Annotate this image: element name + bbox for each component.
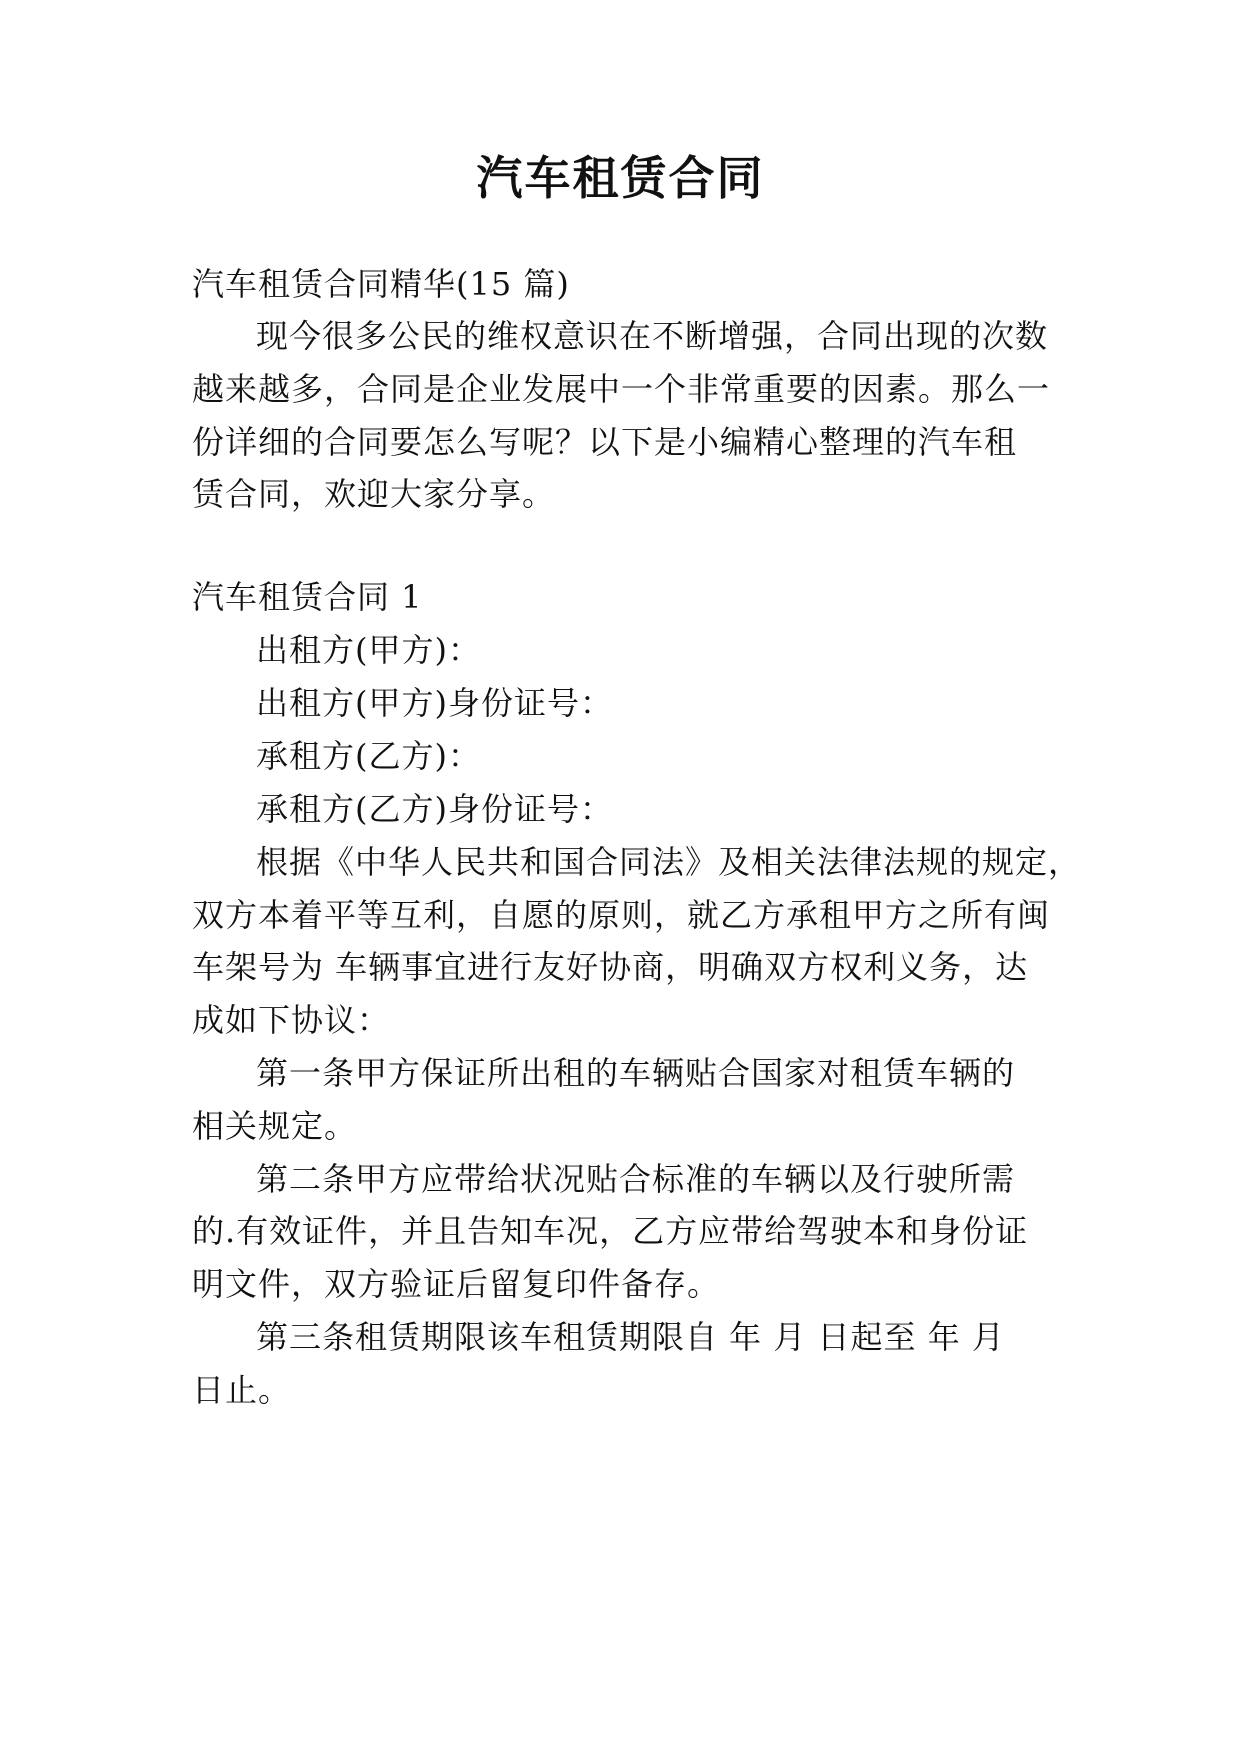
basis-line-2: 双方本着平等互利，自愿的原则，就乙方承租甲方之所有闽: [192, 896, 1051, 934]
basis-line-1: 根据《中华人民共和国合同法》及相关法律法规的规定，: [256, 843, 1082, 881]
basis-line-3: 车架号为 车辆事宜进行友好协商，明确双方权利义务，达: [192, 948, 1029, 986]
party-lessor-id: 出租方(甲方)身份证号：: [256, 684, 613, 722]
party-lessee-id: 承租方(乙方)身份证号：: [256, 790, 613, 828]
article2-line-3: 明文件，双方验证后留复印件备存。: [192, 1265, 721, 1303]
party-lessee: 承租方(乙方)：: [256, 737, 481, 775]
article1-line-1: 第一条甲方保证所出租的车辆贴合国家对租赁车辆的: [256, 1054, 1016, 1092]
intro-line-4: 赁合同，欢迎大家分享。: [192, 475, 556, 513]
basis-line-4: 成如下协议：: [192, 1001, 391, 1039]
document-title: 汽车租赁合同: [476, 151, 765, 205]
article3-line-1: 第三条租赁期限该车租赁期限自 年 月 日起至 年 月: [256, 1318, 1005, 1356]
intro-line-2: 越来越多，合同是企业发展中一个非常重要的因素。那么一: [192, 370, 1051, 408]
article2-line-1: 第二条甲方应带给状况贴合标准的车辆以及行驶所需: [256, 1160, 1016, 1198]
article1-line-2: 相关规定。: [192, 1107, 358, 1145]
document-subtitle: 汽车租赁合同精华(15 篇): [192, 265, 570, 303]
section-heading: 汽车租赁合同 1: [192, 578, 423, 616]
intro-line-3: 份详细的合同要怎么写呢？以下是小编精心整理的汽车租: [192, 423, 1018, 461]
article3-line-2: 日止。: [192, 1371, 292, 1409]
party-lessor: 出租方(甲方)：: [256, 631, 481, 669]
article2-line-2: 的.有效证件，并且告知车况，乙方应带给驾驶本和身份证: [192, 1212, 1029, 1250]
intro-line-1: 现今很多公民的维权意识在不断增强，合同出现的次数: [256, 317, 1049, 355]
